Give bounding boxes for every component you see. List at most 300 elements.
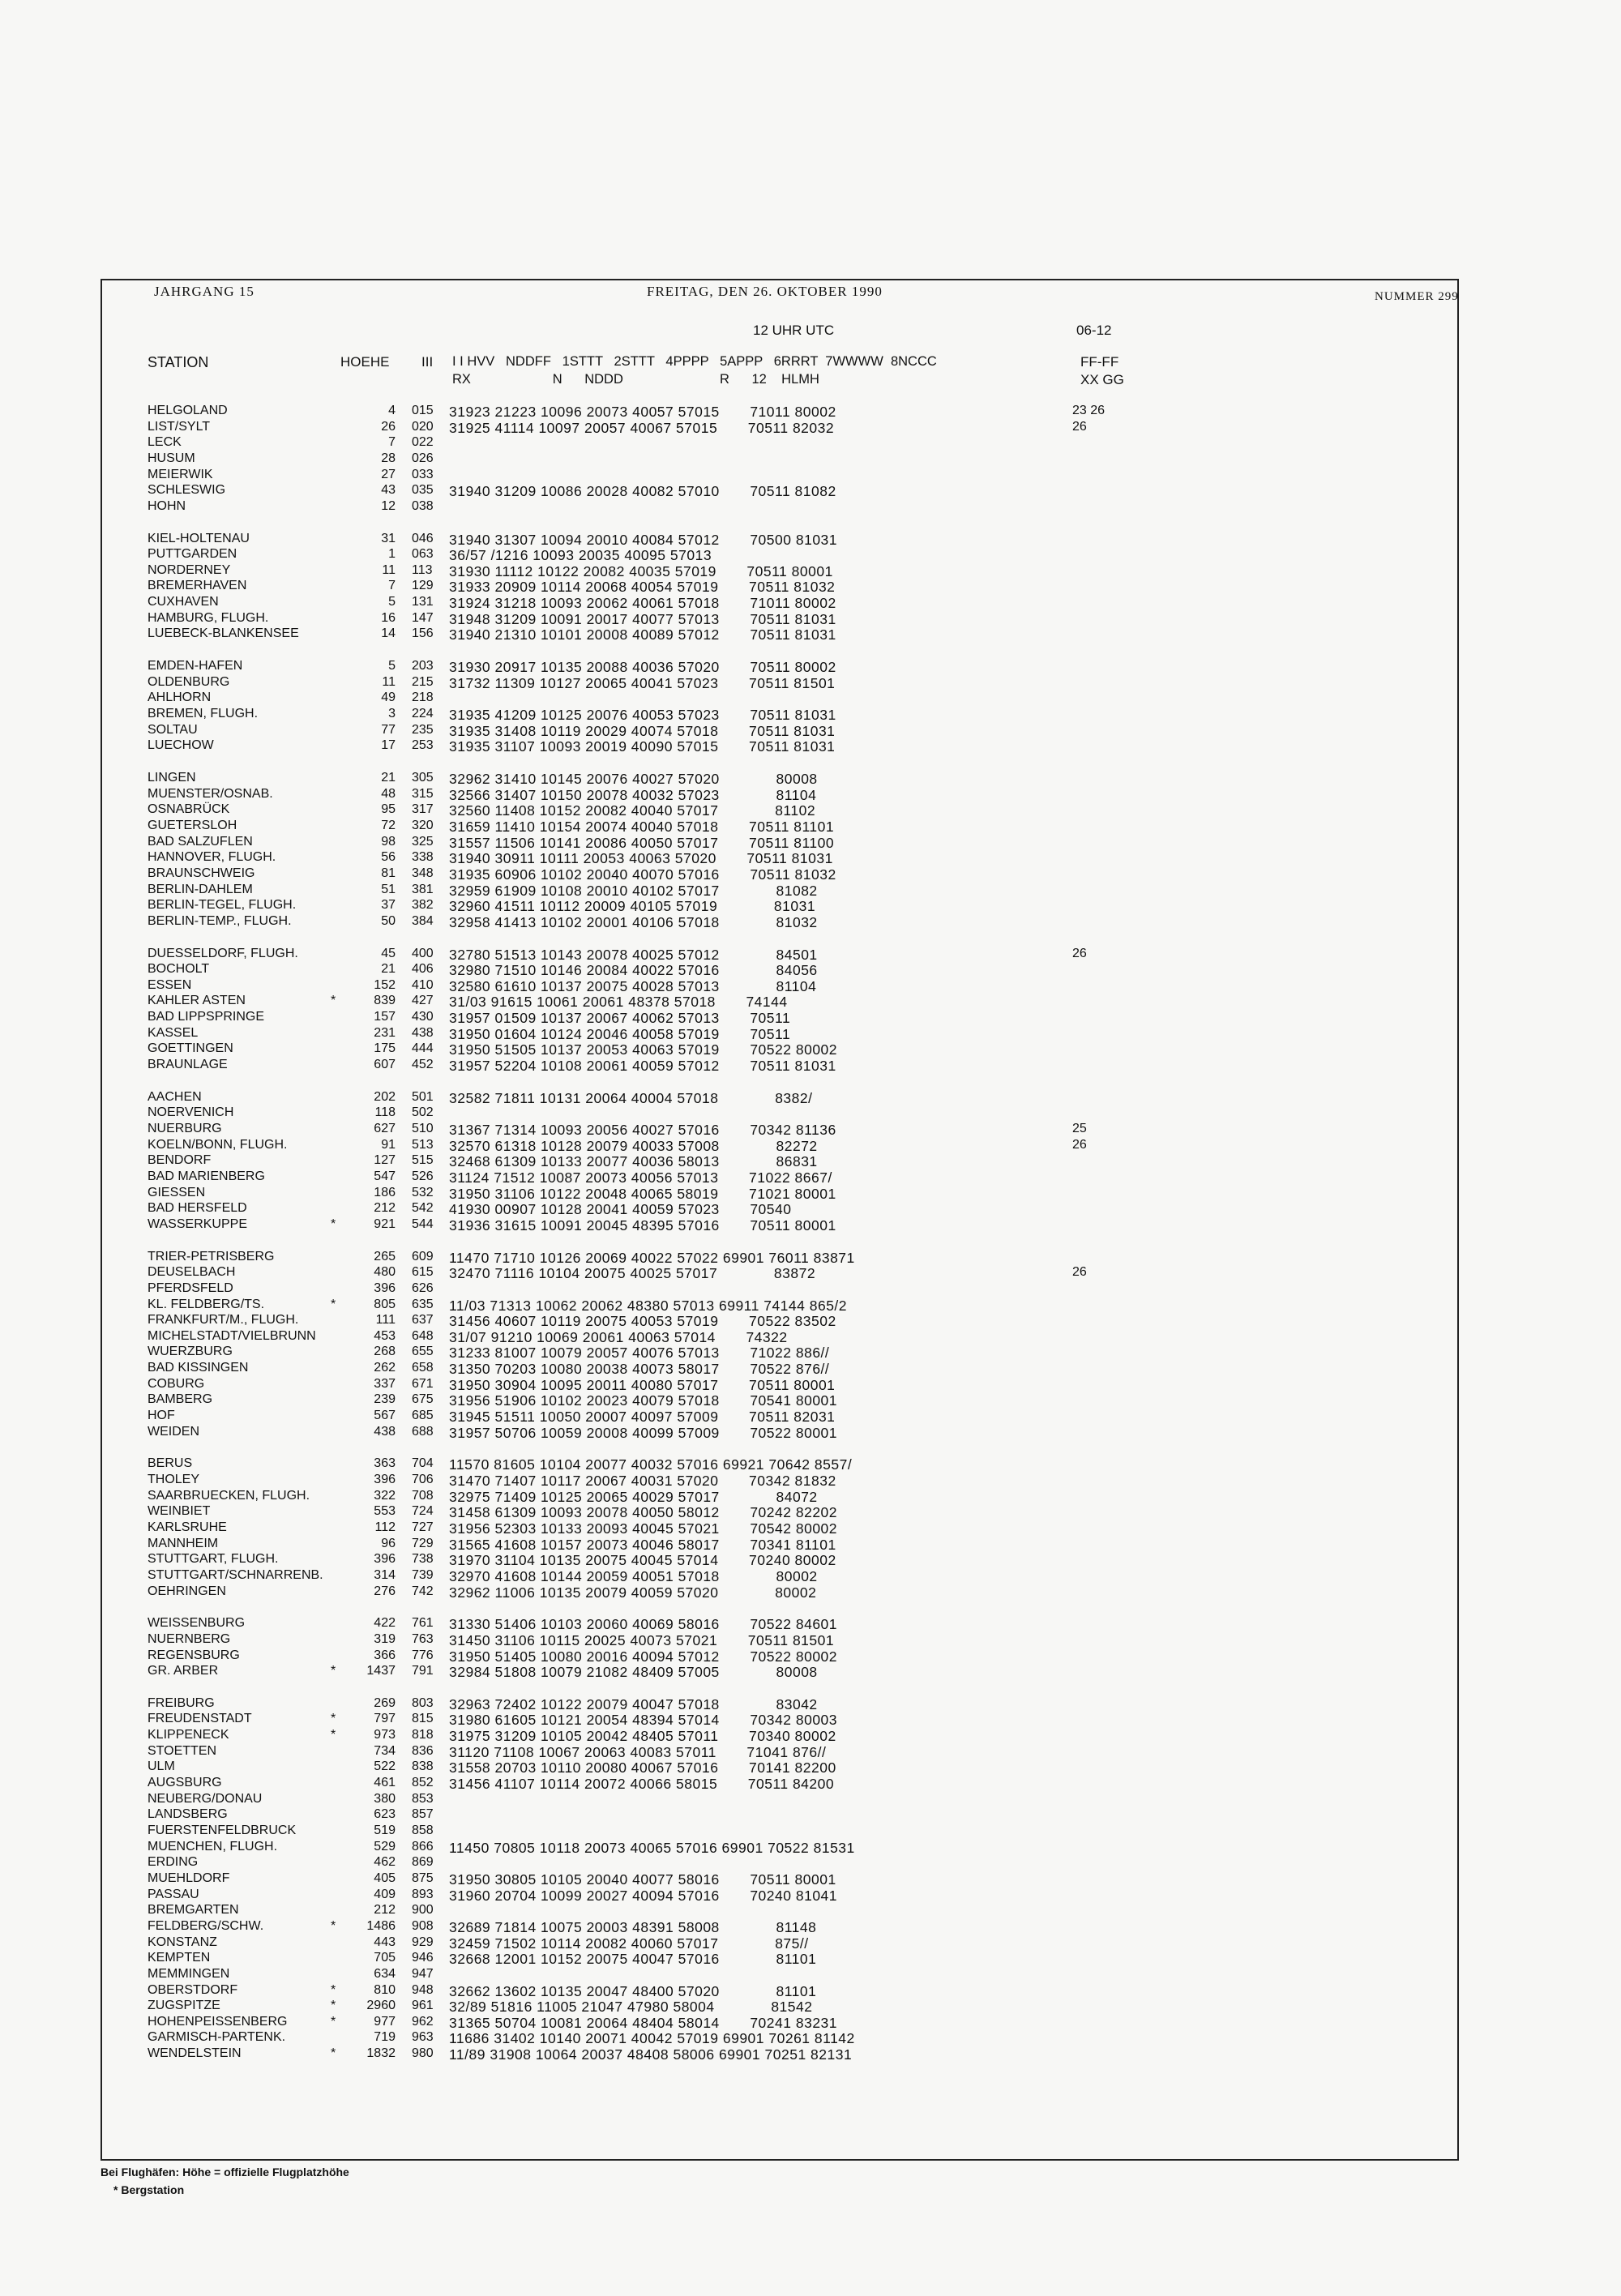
station-id: 963 xyxy=(412,2030,434,2044)
table-row xyxy=(0,1473,1621,1489)
station-id: 427 xyxy=(412,994,434,1007)
station-id: 501 xyxy=(412,1090,434,1104)
observation-groups: 31120 71108 10067 20063 40083 57011 71041 876// xyxy=(449,1744,827,1760)
station-name: COBURG xyxy=(148,1377,205,1391)
wind-gust: 26 xyxy=(1072,420,1087,434)
station-name: WENDELSTEIN xyxy=(148,2046,242,2060)
station-id: 688 xyxy=(412,1425,434,1439)
station-id: 015 xyxy=(412,404,434,417)
station-name: AHLHORN xyxy=(148,691,212,704)
table-row xyxy=(0,1840,1621,1856)
station-name: GR. ARBER xyxy=(148,1664,219,1678)
table-row xyxy=(0,1392,1621,1409)
table-row xyxy=(0,994,1621,1010)
table-row xyxy=(0,1153,1621,1169)
table-row xyxy=(0,1552,1621,1568)
station-name: BREMERHAVEN xyxy=(148,579,247,592)
station-name: STUTTGART, FLUGH. xyxy=(148,1552,279,1566)
station-id: 763 xyxy=(412,1632,434,1646)
iii-heading: III xyxy=(421,354,434,370)
table-row xyxy=(0,1983,1621,1999)
station-id: 038 xyxy=(412,499,434,513)
station-height: 31 xyxy=(381,532,396,545)
table-row xyxy=(0,1122,1621,1138)
station-name: HELGOLAND xyxy=(148,404,228,417)
station-name: LUEBECK-BLANKENSEE xyxy=(148,626,299,640)
station-id: 776 xyxy=(412,1648,434,1662)
station-name: AACHEN xyxy=(148,1090,202,1104)
station-id: 738 xyxy=(412,1552,434,1566)
table-row xyxy=(0,1648,1621,1665)
observation-groups: 32570 61318 10128 20079 40033 57008 82272 xyxy=(449,1138,818,1154)
station-id: 852 xyxy=(412,1776,434,1789)
table-row xyxy=(0,1456,1621,1473)
station-name: FREUDENSTADT xyxy=(148,1712,252,1725)
station-height: 111 xyxy=(375,1313,396,1327)
mountain-marker: * xyxy=(331,2015,336,2029)
station-height: 7 xyxy=(388,435,396,449)
table-row xyxy=(0,1759,1621,1776)
station-name: LANDSBERG xyxy=(148,1807,228,1821)
station-height: 810 xyxy=(374,1983,396,1997)
observation-groups: 32960 41511 10112 20009 40105 57019 81031 xyxy=(449,898,816,914)
table-row xyxy=(0,1584,1621,1601)
station-height: 921 xyxy=(374,1217,396,1231)
table-row xyxy=(0,483,1621,499)
footnote-mountain: * Bergstation xyxy=(113,2183,185,2196)
station-name: BERLIN-DAHLEM xyxy=(148,883,253,896)
table-row xyxy=(0,659,1621,675)
station-name: OLDENBURG xyxy=(148,675,230,689)
observation-groups: 32984 51808 10079 21082 48409 57005 80008 xyxy=(449,1664,818,1680)
observation-groups: 31950 30805 10105 20040 40077 58016 70511 80001 xyxy=(449,1871,836,1888)
table-row xyxy=(0,1568,1621,1584)
table-row xyxy=(0,1744,1621,1760)
station-height: 157 xyxy=(374,1010,396,1024)
observation-groups: 32470 71116 10104 20075 40025 57017 83872 xyxy=(449,1265,816,1281)
mountain-marker: * xyxy=(331,994,336,1007)
station-name: THOLEY xyxy=(148,1473,200,1486)
observation-groups: 31957 50706 10059 20008 40099 57009 70522 80001 xyxy=(449,1425,838,1441)
station-name: TRIER-PETRISBERG xyxy=(148,1250,275,1263)
observation-groups: 31367 71314 10093 20056 40027 57016 70342 81136 xyxy=(449,1122,836,1138)
station-height: 607 xyxy=(374,1058,396,1071)
station-id: 853 xyxy=(412,1792,434,1806)
observation-groups: 31948 31209 10091 20017 40077 57013 70511 81031 xyxy=(449,611,836,627)
station-name: STOETTEN xyxy=(148,1744,217,1758)
station-name: KONSTANZ xyxy=(148,1935,217,1949)
station-id: 858 xyxy=(412,1824,434,1837)
station-name: HUSUM xyxy=(148,451,195,465)
station-id: 513 xyxy=(412,1138,434,1152)
station-height: 96 xyxy=(381,1537,396,1550)
table-row xyxy=(0,1090,1621,1106)
station-id: 215 xyxy=(412,675,434,689)
mountain-marker: * xyxy=(331,1664,336,1678)
observation-groups: 31940 31307 10094 20010 40084 57012 70500 81031 xyxy=(449,532,838,548)
table-row xyxy=(0,723,1621,739)
table-row xyxy=(0,819,1621,835)
observation-groups: 31/07 91210 10069 20061 40063 57014 74322 xyxy=(449,1329,788,1345)
hoehe-heading: HOEHE xyxy=(340,354,390,370)
mountain-marker: * xyxy=(331,1298,336,1311)
station-id: 655 xyxy=(412,1345,434,1358)
station-id: 203 xyxy=(412,659,434,673)
station-id: 675 xyxy=(412,1392,434,1406)
station-name: KLIPPENECK xyxy=(148,1728,229,1742)
mountain-marker: * xyxy=(331,1712,336,1725)
observation-groups: 31956 52303 10133 20093 40045 57021 70542 80002 xyxy=(449,1520,838,1537)
station-id: 502 xyxy=(412,1105,434,1119)
observation-groups: 32963 72402 10122 20079 40047 57018 83042 xyxy=(449,1696,818,1712)
table-row xyxy=(0,1041,1621,1058)
station-name: HAMBURG, FLUGH. xyxy=(148,611,269,625)
wind-gust: 26 xyxy=(1072,1138,1087,1152)
station-id: 947 xyxy=(412,1967,434,1981)
station-height: 443 xyxy=(374,1935,396,1949)
station-name: BAD KISSINGEN xyxy=(148,1361,249,1375)
mountain-marker: * xyxy=(331,2046,336,2060)
station-name: LECK xyxy=(148,435,182,449)
table-row xyxy=(0,1489,1621,1505)
observation-groups: 32468 61309 10133 20077 40036 58013 86831 xyxy=(449,1153,818,1169)
table-row xyxy=(0,1377,1621,1393)
station-id: 908 xyxy=(412,1919,434,1933)
station-name: OSNABRÜCK xyxy=(148,802,230,816)
table-row xyxy=(0,1935,1621,1952)
station-name: FRANKFURT/M., FLUGH. xyxy=(148,1313,299,1327)
observation-groups: 32970 41608 10144 20059 40051 57018 80002 xyxy=(449,1568,818,1584)
station-name: STUTTGART/SCHNARRENB. xyxy=(148,1568,323,1582)
observation-groups: 31980 61605 10121 20054 48394 57014 70342 80003 xyxy=(449,1712,838,1728)
station-id: 542 xyxy=(412,1201,434,1215)
station-height: 977 xyxy=(374,2015,396,2029)
table-row xyxy=(0,1026,1621,1042)
station-id: 131 xyxy=(412,595,434,609)
table-row xyxy=(0,1537,1621,1553)
observation-groups: 31365 50704 10081 20064 48404 58014 70241 83231 xyxy=(449,2015,838,2031)
station-id: 724 xyxy=(412,1504,434,1518)
observation-groups: 11/03 71313 10062 20062 48380 57013 69911 74144 865/2 xyxy=(449,1298,848,1314)
observation-groups: 31557 11506 10141 20086 40050 57017 70511 81100 xyxy=(449,835,835,851)
mountain-marker: * xyxy=(331,1983,336,1997)
table-row xyxy=(0,1138,1621,1154)
station-id: 648 xyxy=(412,1329,434,1343)
observation-groups: 31732 11309 10127 20065 40041 57023 70511 81501 xyxy=(449,675,836,691)
observation-groups: 31945 51511 10050 20007 40097 57009 70511 82031 xyxy=(449,1409,836,1425)
observation-groups: 31975 31209 10105 20042 48405 57011 70340 80002 xyxy=(449,1728,836,1744)
observation-groups: 31659 11410 10154 20074 40040 57018 70511 81101 xyxy=(449,819,835,835)
station-id: 637 xyxy=(412,1313,434,1327)
station-id: 962 xyxy=(412,2015,434,2029)
issue-number: NUMMER 299 xyxy=(1375,290,1459,303)
table-row xyxy=(0,802,1621,819)
station-name: WUERZBURG xyxy=(148,1345,233,1358)
table-row xyxy=(0,1105,1621,1122)
station-id: 035 xyxy=(412,483,434,497)
station-id: 382 xyxy=(412,898,434,912)
observation-groups: 32958 41413 10102 20001 40106 57018 81032 xyxy=(449,914,818,930)
station-name: MEMMINGEN xyxy=(148,1967,230,1981)
ff-heading-line2: XX GG xyxy=(1080,372,1124,387)
wind-gust: 25 xyxy=(1072,1122,1087,1135)
wind-gust: 26 xyxy=(1072,947,1087,960)
station-id: 818 xyxy=(412,1728,434,1742)
station-name: BAD MARIENBERG xyxy=(148,1169,265,1183)
table-row xyxy=(0,420,1621,436)
station-name: MANNHEIM xyxy=(148,1537,219,1550)
table-row xyxy=(0,1409,1621,1425)
station-height: 567 xyxy=(374,1409,396,1422)
station-name: LIST/SYLT xyxy=(148,420,211,434)
table-row xyxy=(0,1696,1621,1712)
station-id: 685 xyxy=(412,1409,434,1422)
table-row xyxy=(0,1919,1621,1935)
station-name: CUXHAVEN xyxy=(148,595,219,609)
station-id: 544 xyxy=(412,1217,434,1231)
station-id: 836 xyxy=(412,1744,434,1758)
table-row xyxy=(0,1169,1621,1186)
station-name: ULM xyxy=(148,1759,175,1773)
station-id: 325 xyxy=(412,835,434,849)
station-id: 444 xyxy=(412,1041,434,1055)
observation-groups: 31565 41608 10157 20073 40046 58017 70341 81101 xyxy=(449,1537,836,1553)
observation-groups: 31956 51906 10102 20023 40079 57018 70541 80001 xyxy=(449,1392,838,1409)
observation-groups: 31935 60906 10102 20040 40070 57016 70511 81032 xyxy=(449,866,836,883)
station-id: 317 xyxy=(412,802,434,816)
table-row xyxy=(0,1776,1621,1792)
station-id: 406 xyxy=(412,962,434,976)
station-height: 56 xyxy=(381,850,396,864)
table-row xyxy=(0,898,1621,914)
observation-groups: 31935 31408 10119 20029 40074 57018 70511 81031 xyxy=(449,723,836,739)
observation-groups: 32975 71409 10125 20065 40029 57017 84072 xyxy=(449,1489,818,1505)
obs-heading-line1: I I HVV NDDFF 1STTT 2STTT 4PPPP 5APPP 6RRRT 7WWWW 8NCCC xyxy=(452,354,937,369)
observation-groups: 31935 31107 10093 20019 40090 57015 70511 81031 xyxy=(449,738,836,755)
station-name: BERLIN-TEGEL, FLUGH. xyxy=(148,898,297,912)
observation-groups: 32780 51513 10143 20078 40025 57012 84501 xyxy=(449,947,818,963)
table-row xyxy=(0,1250,1621,1266)
station-height: 49 xyxy=(381,691,396,704)
station-name: WASSERKUPPE xyxy=(148,1217,247,1231)
station-name: HOHENPEISSENBERG xyxy=(148,2015,288,2029)
station-height: 112 xyxy=(374,1520,396,1534)
ff-heading-line1: FF-FF xyxy=(1080,354,1119,370)
station-height: 1 xyxy=(388,547,396,561)
observation-groups: 31/03 91615 10061 20061 48378 57018 74144 xyxy=(449,994,788,1010)
station-height: 4 xyxy=(388,404,396,417)
station-name: NORDERNEY xyxy=(148,563,231,577)
station-id: 315 xyxy=(412,787,434,801)
table-row xyxy=(0,1999,1621,2015)
station-height: 363 xyxy=(374,1456,396,1470)
station-height: 405 xyxy=(374,1871,396,1885)
station-id: 515 xyxy=(412,1153,434,1167)
table-row xyxy=(0,771,1621,787)
station-height: 7 xyxy=(388,579,396,592)
station-name: KARLSRUHE xyxy=(148,1520,227,1534)
station-id: 348 xyxy=(412,866,434,880)
station-id: 946 xyxy=(412,1951,434,1965)
station-name: HOHN xyxy=(148,499,186,513)
table-row xyxy=(0,1632,1621,1648)
station-id: 338 xyxy=(412,850,434,864)
station-name: BERUS xyxy=(148,1456,193,1470)
observation-groups: 32689 71814 10075 20003 48391 58008 81148 xyxy=(449,1919,817,1935)
table-row xyxy=(0,914,1621,930)
station-id: 609 xyxy=(412,1250,434,1263)
station-id: 510 xyxy=(412,1122,434,1135)
observation-groups: 32459 71502 10114 20082 40060 57017 875// xyxy=(449,1935,809,1952)
table-row xyxy=(0,962,1621,978)
station-height: 48 xyxy=(381,787,396,801)
table-row xyxy=(0,691,1621,707)
station-name: NOERVENICH xyxy=(148,1105,234,1119)
table-row xyxy=(0,883,1621,899)
station-id: 893 xyxy=(412,1888,434,1901)
station-height: 269 xyxy=(374,1696,396,1710)
station-name: BRAUNSCHWEIG xyxy=(148,866,255,880)
station-id: 900 xyxy=(412,1903,434,1917)
station-height: 337 xyxy=(374,1377,396,1391)
station-height: 1832 xyxy=(366,2046,396,2060)
station-height: 202 xyxy=(374,1090,396,1104)
wind-gust: 23 26 xyxy=(1072,404,1106,417)
table-row xyxy=(0,1824,1621,1840)
station-id: 305 xyxy=(412,771,434,785)
station-id: 381 xyxy=(412,883,434,896)
observation-groups: 36/57 /1216 10093 20035 40095 57013 xyxy=(449,547,712,563)
station-height: 734 xyxy=(374,1744,396,1758)
station-height: 547 xyxy=(374,1169,396,1183)
station-id: 129 xyxy=(412,579,434,592)
station-id: 857 xyxy=(412,1807,434,1821)
station-height: 839 xyxy=(374,994,396,1007)
station-name: BAD LIPPSPRINGE xyxy=(148,1010,265,1024)
table-row xyxy=(0,1792,1621,1808)
station-id: 156 xyxy=(412,626,434,640)
table-row xyxy=(0,1201,1621,1217)
table-row xyxy=(0,532,1621,548)
station-height: 118 xyxy=(374,1105,396,1119)
station-height: 231 xyxy=(374,1026,396,1040)
table-row xyxy=(0,468,1621,484)
station-height: 5 xyxy=(388,659,396,673)
table-row xyxy=(0,595,1621,611)
observation-groups: 32582 71811 10131 20064 40004 57018 8382/ xyxy=(449,1090,813,1106)
station-id: 729 xyxy=(412,1537,434,1550)
station-height: 212 xyxy=(374,1903,396,1917)
observation-groups: 31925 41114 10097 20057 40067 57015 70511 82032 xyxy=(449,420,835,436)
station-name: NUERBURG xyxy=(148,1122,222,1135)
date-label: FREITAG, DEN 26. OKTOBER 1990 xyxy=(647,284,883,299)
station-name: MUEHLDORF xyxy=(148,1871,230,1885)
station-height: 627 xyxy=(374,1122,396,1135)
station-name: WEINBIET xyxy=(148,1504,211,1518)
station-id: 706 xyxy=(412,1473,434,1486)
observation-groups: 31940 30911 10111 20053 40063 57020 70511 81031 xyxy=(449,850,833,866)
station-id: 026 xyxy=(412,451,434,465)
observation-groups: 32962 11006 10135 20079 40059 57020 80002 xyxy=(449,1584,817,1601)
station-id: 615 xyxy=(412,1265,434,1279)
station-height: 3 xyxy=(388,707,396,720)
station-name: SCHLESWIG xyxy=(148,483,226,497)
table-row xyxy=(0,1807,1621,1824)
table-row xyxy=(0,1504,1621,1520)
table-row xyxy=(0,1712,1621,1728)
table-row xyxy=(0,611,1621,627)
station-name: NUERNBERG xyxy=(148,1632,231,1646)
station-name: REGENSBURG xyxy=(148,1648,240,1662)
station-height: 37 xyxy=(381,898,396,912)
station-name: MUENSTER/OSNAB. xyxy=(148,787,273,801)
station-height: 17 xyxy=(381,738,396,752)
station-height: 27 xyxy=(381,468,396,481)
station-id: 320 xyxy=(412,819,434,832)
observation-groups: 32662 13602 10135 20047 48400 57020 81101 xyxy=(449,1983,817,1999)
station-height: 396 xyxy=(374,1552,396,1566)
observation-groups: 31933 20909 10114 20068 40054 57019 70511 81032 xyxy=(449,579,836,595)
station-height: 453 xyxy=(374,1329,396,1343)
station-height: 409 xyxy=(374,1888,396,1901)
station-name: KEMPTEN xyxy=(148,1951,211,1965)
station-name: FREIBURG xyxy=(148,1696,215,1710)
table-row xyxy=(0,1520,1621,1537)
station-name: BAD HERSFELD xyxy=(148,1201,247,1215)
observation-groups: 31233 81007 10079 20057 40076 57013 71022 886// xyxy=(449,1345,830,1361)
table-row xyxy=(0,626,1621,643)
station-id: 961 xyxy=(412,1999,434,2012)
station-id: 671 xyxy=(412,1377,434,1391)
table-row xyxy=(0,2015,1621,2031)
station-height: 21 xyxy=(381,962,396,976)
station-name: BREMEN, FLUGH. xyxy=(148,707,259,720)
station-id: 635 xyxy=(412,1298,434,1311)
station-id: 063 xyxy=(412,547,434,561)
table-row xyxy=(0,866,1621,883)
table-row xyxy=(0,707,1621,723)
observation-groups: 31930 20917 10135 20088 40036 57020 70511 80002 xyxy=(449,659,836,675)
station-height: 519 xyxy=(374,1824,396,1837)
station-height: 805 xyxy=(374,1298,396,1311)
observation-groups: 31456 40607 10119 20075 40053 57019 70522 83502 xyxy=(449,1313,836,1329)
observation-groups: 32962 31410 10145 20076 40027 57020 80008 xyxy=(449,771,818,787)
table-row xyxy=(0,1728,1621,1744)
table-row xyxy=(0,1855,1621,1871)
station-id: 532 xyxy=(412,1186,434,1199)
station-id: 022 xyxy=(412,435,434,449)
station-name: MUENCHEN, FLUGH. xyxy=(148,1840,278,1853)
mountain-marker: * xyxy=(331,1999,336,2012)
observation-groups: 31940 21310 10101 20008 40089 57012 70511 81031 xyxy=(449,626,836,643)
station-height: 422 xyxy=(374,1616,396,1630)
station-height: 1437 xyxy=(366,1664,396,1678)
station-name: HOF xyxy=(148,1409,175,1422)
table-row xyxy=(0,2030,1621,2046)
table-row xyxy=(0,1281,1621,1298)
table-row xyxy=(0,1265,1621,1281)
station-name: WEIDEN xyxy=(148,1425,199,1439)
observation-groups: 31950 31106 10122 20048 40065 58019 71021 80001 xyxy=(449,1186,836,1202)
station-height: 1486 xyxy=(366,1919,396,1933)
table-row xyxy=(0,1361,1621,1377)
station-id: 761 xyxy=(412,1616,434,1630)
station-height: 314 xyxy=(374,1568,396,1582)
station-id: 113 xyxy=(412,563,433,577)
station-height: 12 xyxy=(381,499,396,513)
station-height: 319 xyxy=(374,1632,396,1646)
station-height: 50 xyxy=(381,914,396,928)
